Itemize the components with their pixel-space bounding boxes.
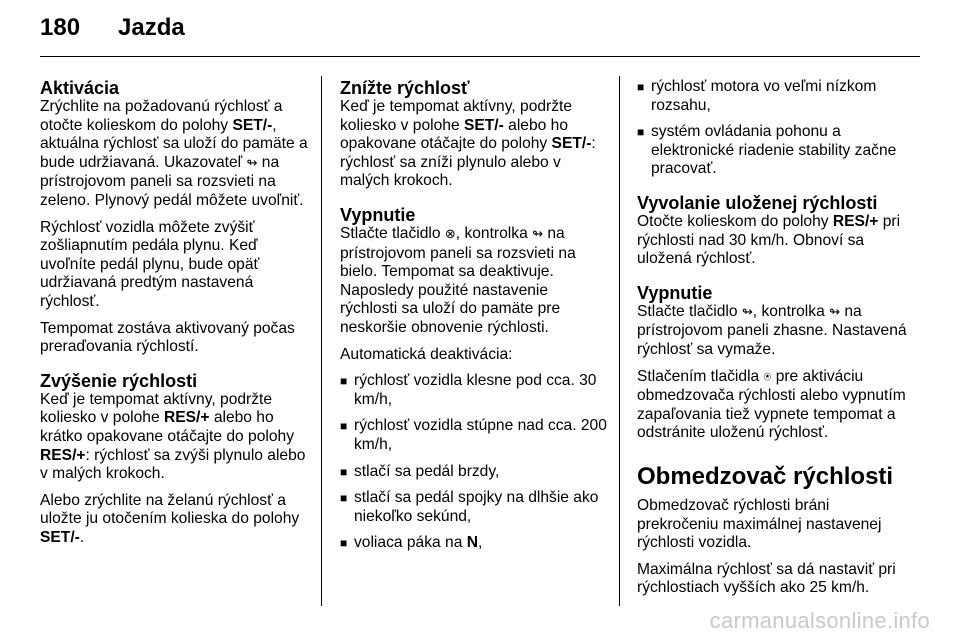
cruise-control-icon: ↬ [246,155,258,171]
deactivation-list [340,372,608,553]
column-divider-1 [321,76,322,606]
paragraph: Alebo zrýchlite na želanú rýchlosť a uložte ju otočením kolieska do polohy SET/-. [40,491,300,546]
paragraph: Otočte kolieskom do polohy RES/+ pri rýchlosti nad 30 km/h. Obnoví sa uložená rýchlosť. [637,212,901,268]
watermark: carmanualsonline.info [709,608,930,633]
list-item: ■ systém ovládania pohonu a elektronické riadenie stability začne pracovať. [637,123,907,179]
column-3 [637,78,907,606]
paragraph: Automatická deaktivácia: [340,345,513,363]
section-title-resume-speed: Vyvolanie uloženej rýchlosti [637,192,878,213]
column-2 [340,78,608,561]
column-divider-2 [619,76,620,606]
paragraph: Keď je tempomat aktívny, podržte koliesko v polohe SET/- alebo ho opakovane otáčajte do polohy SET/-: rýchlosť sa zníži plynulo alebo v malých krokoch. [340,98,596,190]
deactivation-list-continued [637,78,907,179]
paragraph: Zrýchlite na požadovanú rýchlosť a otočte kolieskom do polohy SET/-, aktuálna rýchlosť sa uloží do pamäte a bude udržiavaná. Ukazovateľ ↬ na prístrojovom paneli sa rozsvieti na zeleno. Plynový pedál môžete uvoľniť. [40,98,308,209]
section-title-speed-limiter: Obmedzovač rýchlosti [637,462,894,490]
cruise-control-off-icon: ⊗ [444,226,456,242]
list-item: ■ voliaca páka na N, [340,534,608,553]
paragraph: Stlačením tlačidla ⍟ pre aktiváciu obmedzovača rýchlosti alebo vypnutím zapaľovania tiež vypnete tempomat a odstránite uloženú rýchlosť. [637,367,906,442]
cruise-control-icon: ↬ [741,304,753,320]
section-title-speed-decrease: Znížte rýchlosť [340,78,470,98]
list-item: ■ stlačí sa pedál brzdy, [340,463,608,482]
paragraph: Keď je tempomat aktívny, podržte koliesko v polohe RES/+ alebo ho krátko opakovane otáčajte do polohy RES/+: rýchlosť sa zvýši plynulo alebo v malých krokoch. [40,390,306,483]
list-item: ■ rýchlosť vozidla klesne pod cca. 30 km/h, [340,372,608,409]
list-item: ■ stlačí sa pedál spojky na dlhšie ako niekoľko sekúnd, [340,489,608,526]
speed-limiter-icon: ⍟ [763,369,772,385]
paragraph: Tempomat zostáva aktivovaný počas preraďovania rýchlostí. [40,319,295,356]
paragraph: Stlačte tlačidlo ↬, kontrolka ↬ na prístrojovom paneli zhasne. Nastavená rýchlosť sa vymaže. [637,302,907,358]
section-title-deactivation: Vypnutie [340,204,416,225]
list-item: ■ rýchlosť vozidla stúpne nad cca. 200 km/h, [340,417,608,454]
page-header [40,14,920,50]
paragraph: Obmedzovač rýchlosti bráni prekročeniu maximálnej nastavenej rýchlosti vozidla. [637,496,882,552]
page-number: 180 [40,14,81,41]
column-1 [40,78,308,555]
chapter-title: Jazda [118,14,185,41]
cruise-control-icon: ↬ [532,226,543,242]
cruise-control-icon: ↬ [829,304,840,320]
section-title-switch-off: Vypnutie [637,282,713,303]
paragraph: Rýchlosť vozidla môžete zvýšiť zošliapnutím pedála plynu. Keď uvoľníte pedál plynu, bude opäť udržiavaná predtým nastavená rýchlosť. [40,218,260,310]
section-title-speed-increase: Zvýšenie rýchlosti [40,370,198,391]
section-title-activation: Aktivácia [40,78,120,98]
header-divider [40,56,920,57]
paragraph: Maximálna rýchlosť sa dá nastaviť pri rýchlostiach vyšších ako 25 km/h. [637,560,896,597]
list-item: ■ rýchlosť motora vo veľmi nízkom rozsahu, [637,78,907,115]
paragraph: Stlačte tlačidlo ⊗, kontrolka ↬ na prístrojovom paneli sa rozsvieti na bielo. Tempomat sa deaktivuje. Naposledy použité nastavenie rýchlosti sa uloží do pamäte pre neskoršie obnovenie rýchlosti. [340,224,576,336]
